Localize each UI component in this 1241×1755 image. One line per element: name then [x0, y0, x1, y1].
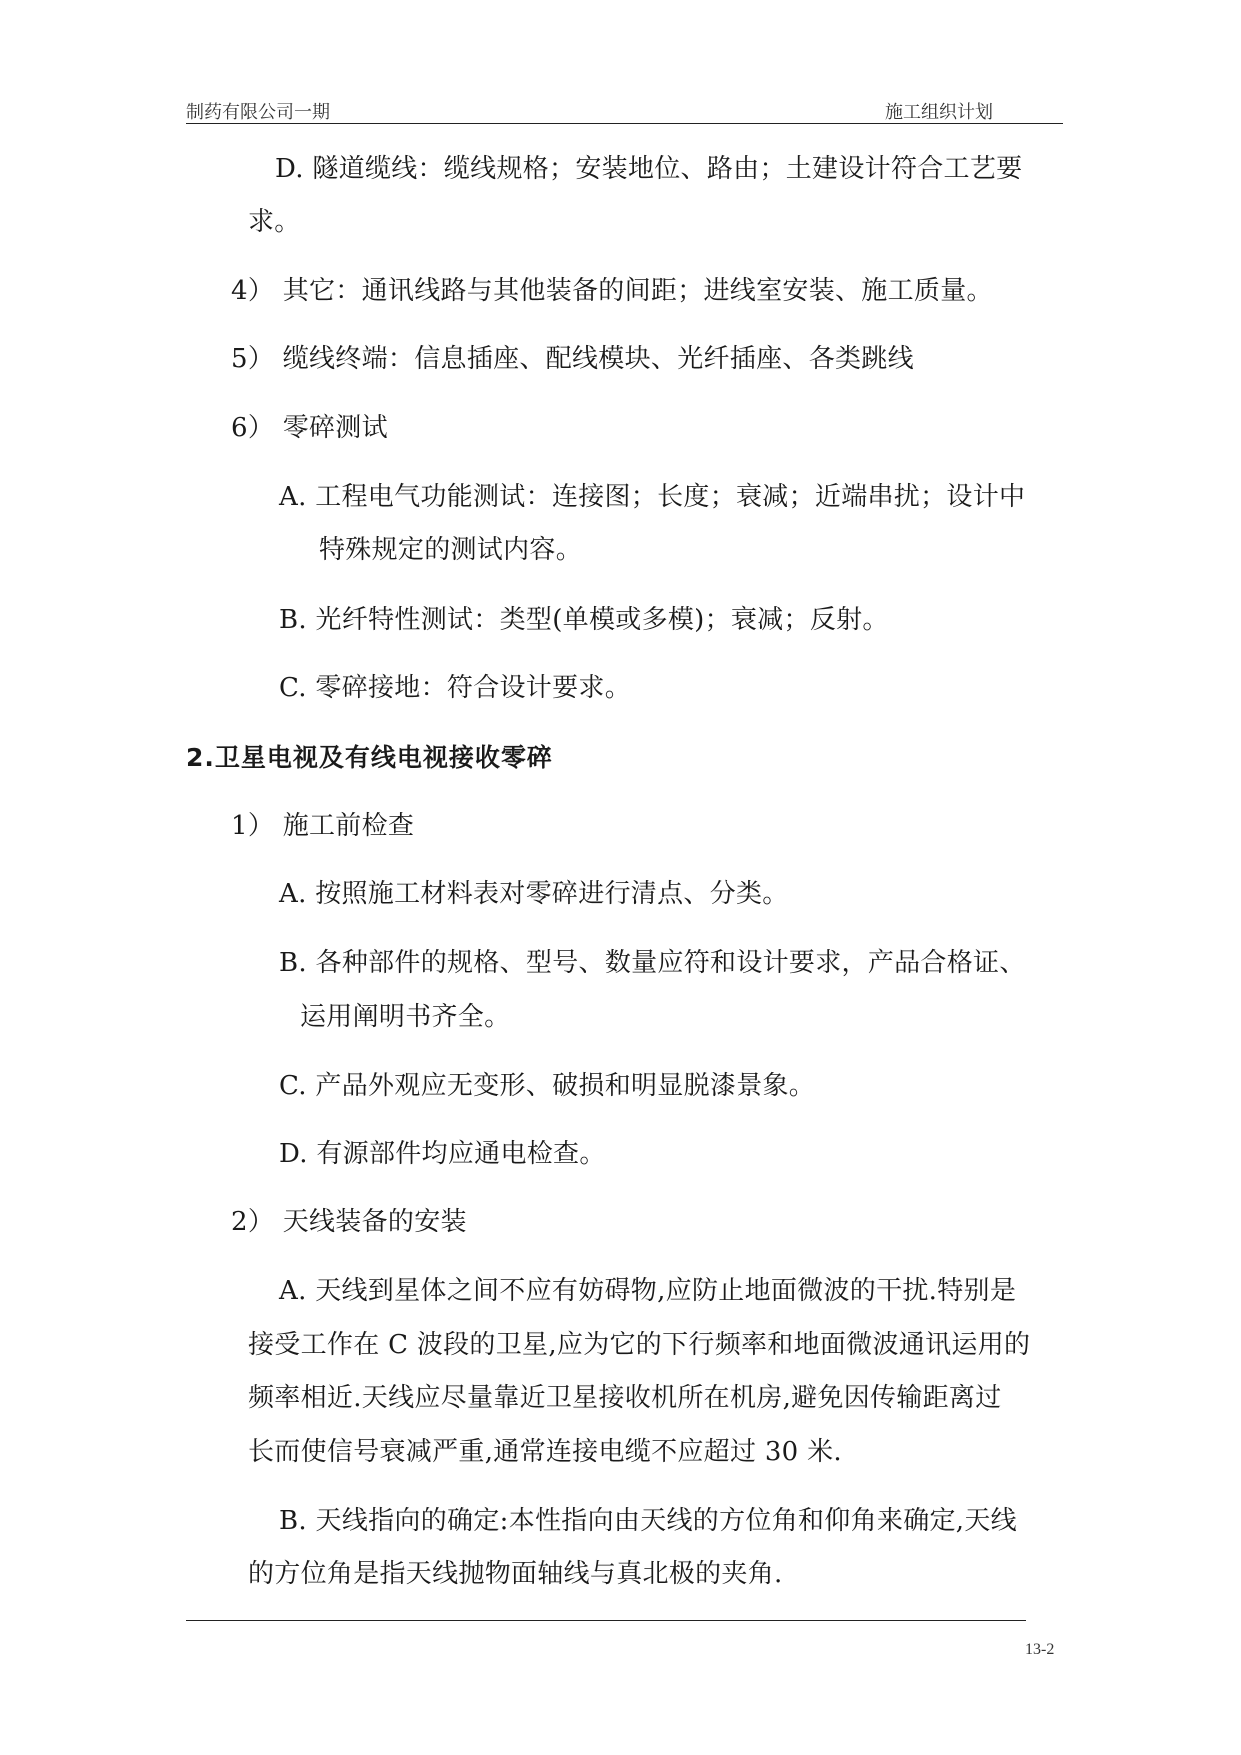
- section-2-item-2-a-line-2: 接受工作在 C 波段的卫星,应为它的下行频率和地面微波通讯运用的: [248, 1330, 1031, 1360]
- tunnel-cable-line-1: D. 隧道缆线：缆线规格；安装地位、路由；土建设计符合工艺要: [275, 154, 1023, 184]
- section-2-item-1-b-line-1: B. 各种部件的规格、型号、数量应符和设计要求，产品合格证、: [279, 948, 1026, 978]
- item-6-c-grounding: C. 零碎接地：符合设计要求。: [279, 673, 631, 703]
- item-6-system-test: 6） 零碎测试: [231, 413, 388, 443]
- section-2-item-2-b-line-1: B. 天线指向的确定:本性指向由天线的方位角和仰角来确定,天线: [279, 1506, 1017, 1536]
- section-2-item-2-b-line-2: 的方位角是指天线抛物面轴线与真北极的夹角.: [248, 1559, 783, 1589]
- tunnel-cable-line-2: 求。: [248, 207, 301, 237]
- header-company-name: 制药有限公司一期: [186, 102, 330, 123]
- section-2-item-1-d: D. 有源部件均应通电检查。: [279, 1139, 606, 1169]
- header-document-title: 施工组织计划: [885, 102, 993, 123]
- item-6-b-fiber-test: B. 光纤特性测试：类型(单模或多模)；衰减；反射。: [279, 605, 889, 635]
- section-2-item-1-c: C. 产品外观应无变形、破损和明显脱漆景象。: [279, 1071, 816, 1101]
- section-2-item-2-a-line-1: A. 天线到星体之间不应有妨碍物,应防止地面微波的干扰.特别是: [279, 1276, 1017, 1306]
- section-2-item-1: 1） 施工前检查: [231, 811, 415, 841]
- section-2-item-1-b-line-2: 运用阐明书齐全。: [300, 1002, 511, 1032]
- header-divider: [186, 123, 1063, 124]
- item-6-a-line-2: 特殊规定的测试内容。: [319, 535, 583, 565]
- footer-divider: [186, 1620, 1026, 1621]
- section-2-item-1-a: A. 按照施工材料表对零碎进行清点、分类。: [279, 879, 789, 909]
- section-2-item-2-a-line-4: 长而使信号衰减严重,通常连接电缆不应超过 30 米.: [248, 1437, 842, 1467]
- item-4-other: 4） 其它：通讯线路与其他装备的间距；进线室安装、施工质量。: [231, 276, 993, 306]
- item-5-cable-terminal: 5） 缆线终端：信息插座、配线模块、光纤插座、各类跳线: [231, 344, 914, 374]
- section-2-item-2-a-line-3: 频率相近.天线应尽量靠近卫星接收机所在机房,避免因传输距离过: [248, 1383, 1002, 1413]
- item-6-a-line-1: A. 工程电气功能测试：连接图；长度；衰减；近端串扰；设计中: [279, 482, 1026, 512]
- section-2-heading: 2.卫星电视及有线电视接收零碎: [186, 743, 553, 772]
- section-2-item-2: 2） 天线装备的安装: [231, 1207, 467, 1237]
- page-number: 13-2: [1025, 1641, 1055, 1658]
